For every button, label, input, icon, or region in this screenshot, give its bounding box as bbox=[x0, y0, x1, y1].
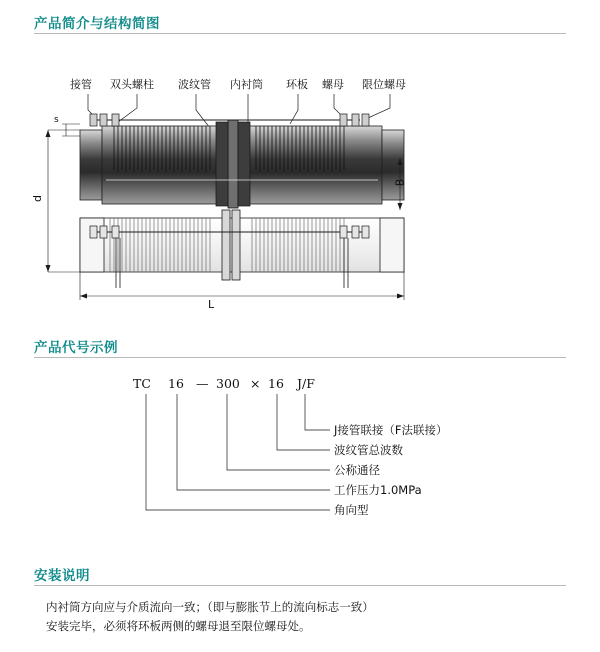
part-label-neichentong: 内衬筒 bbox=[230, 78, 263, 91]
part-label-huanban: 环板 bbox=[286, 78, 308, 91]
code-token-dn: 300 bbox=[216, 376, 240, 391]
code-desc-connection: J接管联接（F法联接） bbox=[334, 423, 448, 437]
dimension-label-s: s bbox=[54, 115, 59, 125]
code-leader-lines-svg bbox=[0, 372, 600, 532]
dimension-label-d: d bbox=[30, 195, 44, 202]
code-token-connection: J/F bbox=[297, 376, 315, 391]
section-title-code-example: 产品代号示例 bbox=[34, 340, 118, 356]
code-token-times: × bbox=[250, 376, 261, 391]
structure-diagram bbox=[0, 60, 600, 310]
part-label-bowenguan: 波纹管 bbox=[178, 78, 211, 91]
section-title-install: 安装说明 bbox=[34, 568, 90, 584]
part-label-shuangtou-luozhu: 双头螺柱 bbox=[110, 78, 154, 91]
code-desc-waves: 波纹管总波数 bbox=[334, 443, 403, 457]
code-token-pressure: 16 bbox=[168, 376, 184, 391]
install-notes bbox=[46, 598, 566, 636]
section-rule-3 bbox=[34, 585, 566, 586]
install-note-line-2: 安装完毕，必须将环板两侧的螺母退至限位螺母处。 bbox=[46, 619, 311, 633]
part-label-xianwei-luomu: 限位螺母 bbox=[362, 78, 406, 91]
dimension-label-L: L bbox=[208, 298, 215, 311]
section-rule-1 bbox=[34, 33, 566, 34]
code-desc-pressure: 工作压力1.0MPa bbox=[334, 483, 422, 497]
part-label-luomu: 螺母 bbox=[322, 78, 344, 91]
code-token-waves: 16 bbox=[268, 376, 284, 391]
product-code-example bbox=[0, 372, 600, 532]
structure-diagram-svg bbox=[0, 60, 600, 310]
part-label-jieguan: 接管 bbox=[70, 78, 92, 91]
code-token-tc: TC bbox=[133, 376, 151, 391]
code-desc-dn: 公称通径 bbox=[334, 463, 380, 477]
section-rule-2 bbox=[34, 357, 566, 358]
install-note-line-1: 内衬筒方向应与介质流向一致；（即与膨胀节上的流向标志一致） bbox=[46, 600, 374, 614]
code-token-dash: — bbox=[196, 376, 209, 391]
dimension-label-B: B bbox=[393, 178, 407, 187]
section-title-product-intro: 产品简介与结构简图 bbox=[34, 16, 160, 32]
code-desc-type: 角向型 bbox=[334, 503, 369, 517]
